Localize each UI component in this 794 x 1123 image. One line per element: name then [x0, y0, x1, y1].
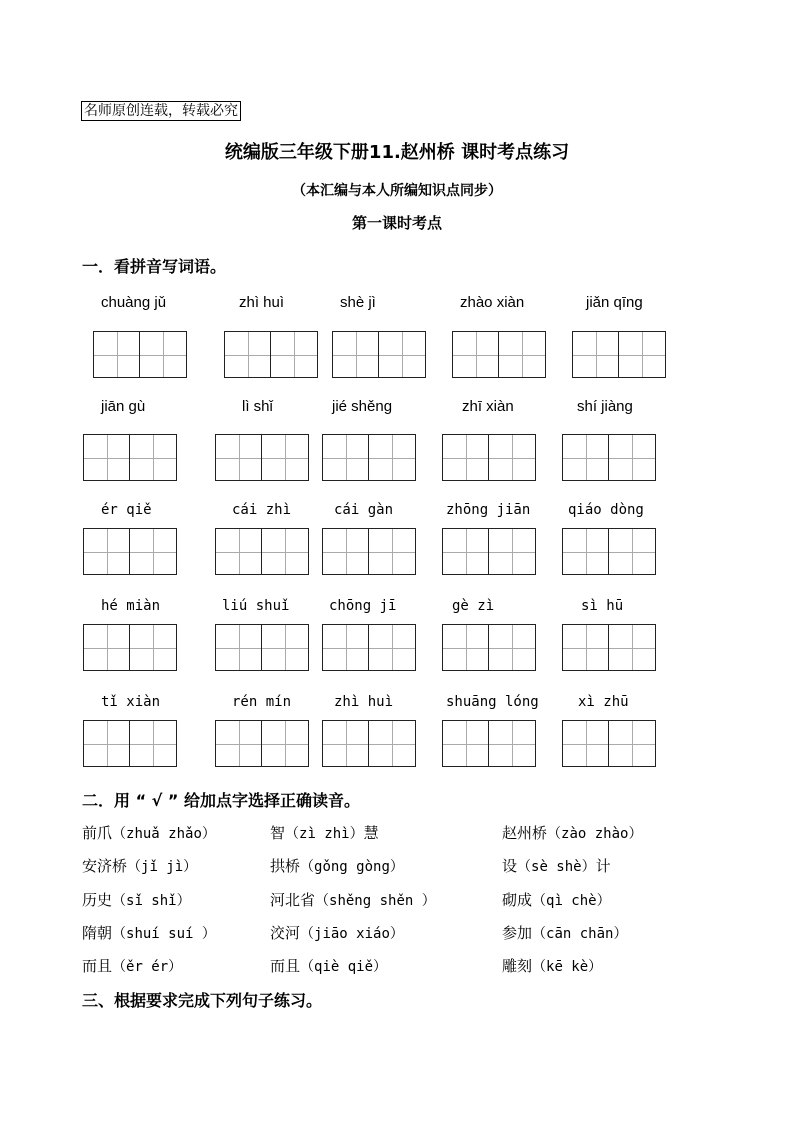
tianzige-cell[interactable]: [224, 331, 271, 378]
tianzige-answer-box[interactable]: [442, 720, 536, 767]
tianzige-answer-box[interactable]: [83, 528, 177, 575]
pinyin-label: zhì huì: [239, 294, 285, 311]
pronunciation-word: 智: [270, 824, 286, 842]
tianzige-cell[interactable]: [262, 624, 309, 671]
tianzige-answer-box[interactable]: [562, 720, 656, 767]
tianzige-cell[interactable]: [130, 528, 177, 575]
tianzige-cell[interactable]: [442, 434, 489, 481]
section3-heading: 三、根据要求完成下列句子练习。: [82, 991, 323, 1010]
pinyin-label: zhì huì: [334, 694, 394, 710]
tianzige-cell[interactable]: [262, 720, 309, 767]
pinyin-label: qiáo dòng: [568, 502, 644, 518]
tianzige-cell[interactable]: [215, 434, 262, 481]
pinyin-label: cái zhì: [232, 502, 292, 518]
pronunciation-word: 设: [502, 857, 518, 875]
tianzige-answer-box[interactable]: [83, 434, 177, 481]
pronunciation-options[interactable]: （sǐ shǐ）: [112, 893, 191, 909]
pronunciation-word: 砌成: [502, 891, 533, 909]
pronunciation-item: [270, 922, 404, 943]
tianzige-cell[interactable]: [215, 720, 262, 767]
tianzige-cell[interactable]: [130, 624, 177, 671]
pronunciation-word: 隋朝: [82, 924, 113, 942]
pinyin-label: zhào xiàn: [460, 294, 525, 311]
tianzige-cell[interactable]: [369, 720, 416, 767]
pinyin-label: ér qiě: [101, 502, 152, 518]
tianzige-answer-box[interactable]: [215, 624, 309, 671]
pinyin-label: cái gàn: [334, 502, 394, 518]
pronunciation-word: 历史: [82, 891, 113, 909]
tianzige-answer-box[interactable]: [83, 720, 177, 767]
tianzige-cell[interactable]: [562, 434, 609, 481]
pinyin-label: chuàng jǔ: [101, 294, 167, 311]
tianzige-cell[interactable]: [609, 434, 656, 481]
pronunciation-word: 而且: [270, 957, 301, 975]
tianzige-cell[interactable]: [499, 331, 546, 378]
tianzige-answer-box[interactable]: [562, 624, 656, 671]
pronunciation-item: [82, 922, 216, 943]
pronunciation-word-suffix: 计: [595, 857, 611, 875]
tianzige-cell[interactable]: [442, 528, 489, 575]
copyright-notice: 名师原创连载，转载必究: [81, 101, 241, 121]
tianzige-cell[interactable]: [562, 528, 609, 575]
pinyin-label: zhī xiàn: [462, 398, 514, 415]
tianzige-answer-box[interactable]: [572, 331, 666, 378]
pronunciation-item: [270, 855, 404, 876]
pronunciation-item: [502, 822, 642, 843]
tianzige-answer-box[interactable]: [452, 331, 546, 378]
pronunciation-word: 拱桥: [270, 857, 301, 875]
tianzige-cell[interactable]: [379, 331, 426, 378]
pronunciation-word: 雕刻: [502, 957, 533, 975]
tianzige-answer-box[interactable]: [322, 624, 416, 671]
pronunciation-item: [82, 855, 197, 876]
tianzige-cell[interactable]: [619, 331, 666, 378]
pronunciation-options[interactable]: （zì zhì）: [285, 826, 364, 842]
pronunciation-word: 赵州桥: [502, 824, 548, 842]
lesson-heading: 第一课时考点: [351, 214, 442, 232]
tianzige-cell[interactable]: [271, 331, 318, 378]
pronunciation-options[interactable]: （qì chè）: [532, 893, 611, 909]
tianzige-cell[interactable]: [609, 720, 656, 767]
tianzige-cell[interactable]: [130, 720, 177, 767]
pronunciation-options[interactable]: （cān chān）: [532, 926, 628, 942]
tianzige-cell[interactable]: [215, 528, 262, 575]
tianzige-answer-box[interactable]: [322, 720, 416, 767]
tianzige-cell[interactable]: [452, 331, 499, 378]
pronunciation-word: 前爪: [82, 824, 113, 842]
tianzige-cell[interactable]: [322, 720, 369, 767]
tianzige-cell[interactable]: [322, 528, 369, 575]
tianzige-cell[interactable]: [609, 624, 656, 671]
tianzige-cell[interactable]: [562, 720, 609, 767]
pronunciation-item: [82, 955, 182, 976]
pronunciation-item: [82, 822, 216, 843]
tianzige-cell[interactable]: [562, 624, 609, 671]
pronunciation-options[interactable]: （jǐ jì）: [127, 859, 198, 875]
tianzige-cell[interactable]: [140, 331, 187, 378]
pinyin-label: gè zì: [452, 598, 495, 614]
pinyin-label: xì zhū: [578, 694, 629, 710]
tianzige-answer-box[interactable]: [322, 434, 416, 481]
pronunciation-word: 参加: [502, 924, 533, 942]
tianzige-cell[interactable]: [83, 624, 130, 671]
pronunciation-item: [270, 822, 379, 843]
tianzige-cell[interactable]: [489, 624, 536, 671]
tianzige-cell[interactable]: [489, 720, 536, 767]
tianzige-answer-box[interactable]: [332, 331, 426, 378]
tianzige-cell[interactable]: [322, 434, 369, 481]
tianzige-cell[interactable]: [215, 624, 262, 671]
pronunciation-options[interactable]: （ěr ér）: [112, 959, 183, 975]
tianzige-answer-box[interactable]: [215, 528, 309, 575]
pronunciation-options[interactable]: （kē kè）: [532, 959, 603, 975]
tianzige-answer-box[interactable]: [215, 720, 309, 767]
pronunciation-word: 河北省: [270, 891, 316, 909]
pinyin-label: tǐ xiàn: [101, 694, 161, 710]
pinyin-label: jiān gù: [101, 398, 146, 415]
page-subtitle: （本汇编与本人所编知识点同步）: [292, 183, 502, 199]
tianzige-cell[interactable]: [489, 528, 536, 575]
tianzige-cell[interactable]: [572, 331, 619, 378]
tianzige-cell[interactable]: [442, 624, 489, 671]
tianzige-answer-box[interactable]: [562, 528, 656, 575]
tianzige-cell[interactable]: [369, 624, 416, 671]
pronunciation-word: 安济桥: [82, 857, 128, 875]
pronunciation-item: [270, 889, 436, 910]
tianzige-answer-box[interactable]: [322, 528, 416, 575]
tianzige-answer-box[interactable]: [215, 434, 309, 481]
tianzige-answer-box[interactable]: [442, 528, 536, 575]
tianzige-cell[interactable]: [83, 528, 130, 575]
tianzige-cell[interactable]: [130, 434, 177, 481]
tianzige-answer-box[interactable]: [562, 434, 656, 481]
pronunciation-item: [502, 889, 611, 910]
tianzige-cell[interactable]: [442, 720, 489, 767]
tianzige-cell[interactable]: [83, 434, 130, 481]
pinyin-label: sì hū: [581, 598, 624, 614]
section2-heading: 二．用 “ √ ” 给加点字选择正确读音。: [82, 791, 360, 810]
tianzige-answer-box[interactable]: [224, 331, 318, 378]
tianzige-cell[interactable]: [609, 528, 656, 575]
tianzige-cell[interactable]: [322, 624, 369, 671]
section1-heading: 一．看拼音写词语。: [82, 257, 227, 276]
pronunciation-options[interactable]: （zhuǎ zhǎo）: [112, 826, 216, 842]
pronunciation-options[interactable]: （shuí suí ）: [112, 926, 216, 942]
pinyin-label: hé miàn: [101, 598, 161, 614]
pronunciation-options[interactable]: （gǒng gòng）: [300, 859, 404, 875]
tianzige-answer-box[interactable]: [442, 434, 536, 481]
tianzige-cell[interactable]: [332, 331, 379, 378]
tianzige-cell[interactable]: [93, 331, 140, 378]
pronunciation-options[interactable]: （jiāo xiáo）: [300, 926, 404, 942]
tianzige-cell[interactable]: [83, 720, 130, 767]
tianzige-cell[interactable]: [262, 528, 309, 575]
pronunciation-word: 而且: [82, 957, 113, 975]
pronunciation-options[interactable]: （shěng shěn ）: [315, 893, 436, 909]
tianzige-cell[interactable]: [262, 434, 309, 481]
pronunciation-item: [270, 955, 387, 976]
pinyin-label: jiǎn qīng: [586, 294, 643, 311]
pronunciation-options[interactable]: （zào zhào）: [547, 826, 643, 842]
tianzige-answer-box[interactable]: [83, 624, 177, 671]
pronunciation-options[interactable]: （qiè qiě）: [300, 959, 388, 975]
pronunciation-word-suffix: 慧: [363, 824, 379, 842]
pronunciation-item: [82, 889, 191, 910]
page-title: 统编版三年级下册11.赵州桥 课时考点练习: [224, 142, 570, 163]
pinyin-label: shuāng lóng: [446, 694, 539, 710]
pronunciation-options[interactable]: （sè shè）: [517, 859, 596, 875]
pinyin-label: shí jiàng: [577, 398, 633, 415]
pinyin-label: lì shǐ: [242, 398, 273, 415]
pinyin-label: rén mín: [232, 694, 292, 710]
pinyin-label: shè jì: [340, 294, 376, 311]
pronunciation-item: [502, 955, 602, 976]
pronunciation-item: [502, 855, 611, 876]
pronunciation-item: [502, 922, 627, 943]
tianzige-cell[interactable]: [369, 528, 416, 575]
pronunciation-word: 洨河: [270, 924, 301, 942]
pinyin-label: zhōng jiān: [446, 502, 531, 518]
tianzige-cell[interactable]: [489, 434, 536, 481]
tianzige-cell[interactable]: [369, 434, 416, 481]
pinyin-label: jié shěng: [332, 398, 393, 415]
tianzige-answer-box[interactable]: [442, 624, 536, 671]
pinyin-label: liú shuǐ: [222, 598, 290, 614]
pinyin-label: chōng jī: [329, 598, 397, 614]
tianzige-answer-box[interactable]: [93, 331, 187, 378]
